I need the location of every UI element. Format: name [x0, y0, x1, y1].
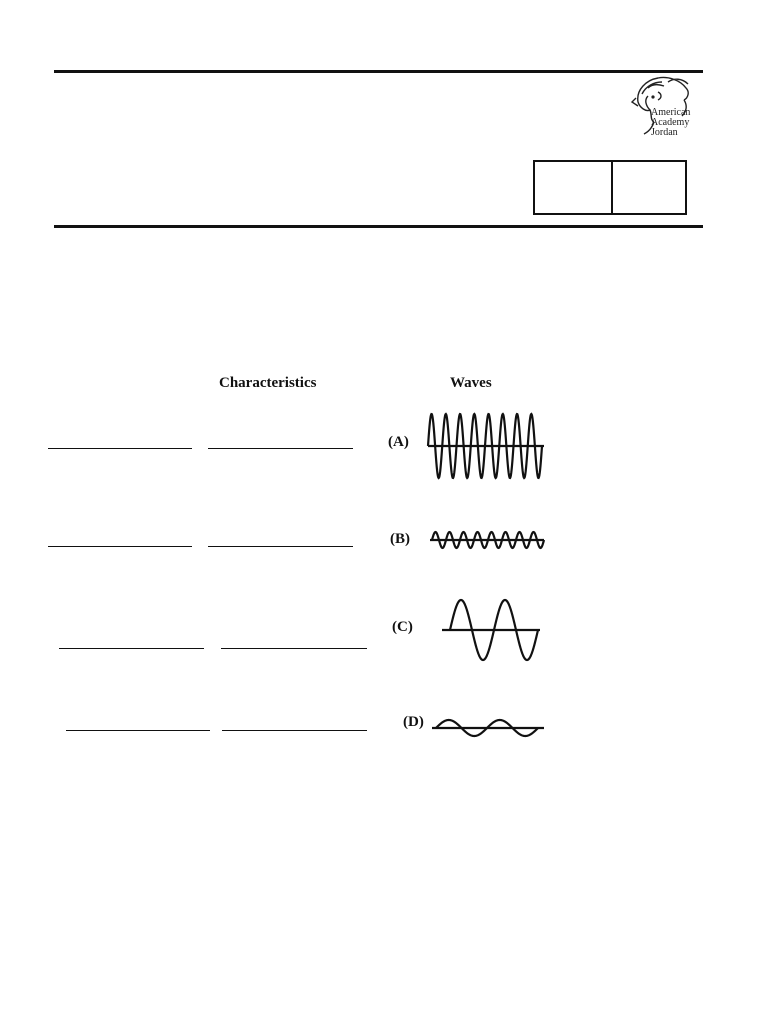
answer-blank-c-2[interactable]	[221, 648, 367, 649]
answer-blank-b-1[interactable]	[48, 546, 192, 547]
wave-label-d: (D)	[403, 714, 424, 730]
waves-heading: Waves	[450, 375, 492, 391]
answer-blank-c-1[interactable]	[59, 648, 204, 649]
top-rule	[54, 70, 703, 73]
logo-line-2: Academy	[651, 117, 690, 128]
characteristics-heading: Characteristics	[219, 375, 317, 391]
answer-blank-b-2[interactable]	[208, 546, 353, 547]
wave-b	[428, 527, 548, 553]
wave-label-c: (C)	[392, 619, 413, 635]
wave-label-b: (B)	[390, 531, 410, 547]
wave-c	[440, 596, 544, 664]
wave-a	[426, 410, 546, 482]
answer-blank-d-2[interactable]	[222, 730, 367, 731]
logo-line-1: American	[651, 107, 691, 118]
score-box-divider	[611, 162, 613, 213]
wave-d	[430, 714, 548, 742]
logo-text	[651, 108, 690, 138]
answer-blank-d-1[interactable]	[66, 730, 210, 731]
bottom-header-rule	[54, 225, 703, 228]
answer-blank-a-1[interactable]	[48, 448, 192, 449]
wave-label-a: (A)	[388, 434, 409, 450]
logo-line-3: Jordan	[651, 127, 678, 138]
score-box	[533, 160, 687, 215]
answer-blank-a-2[interactable]	[208, 448, 353, 449]
